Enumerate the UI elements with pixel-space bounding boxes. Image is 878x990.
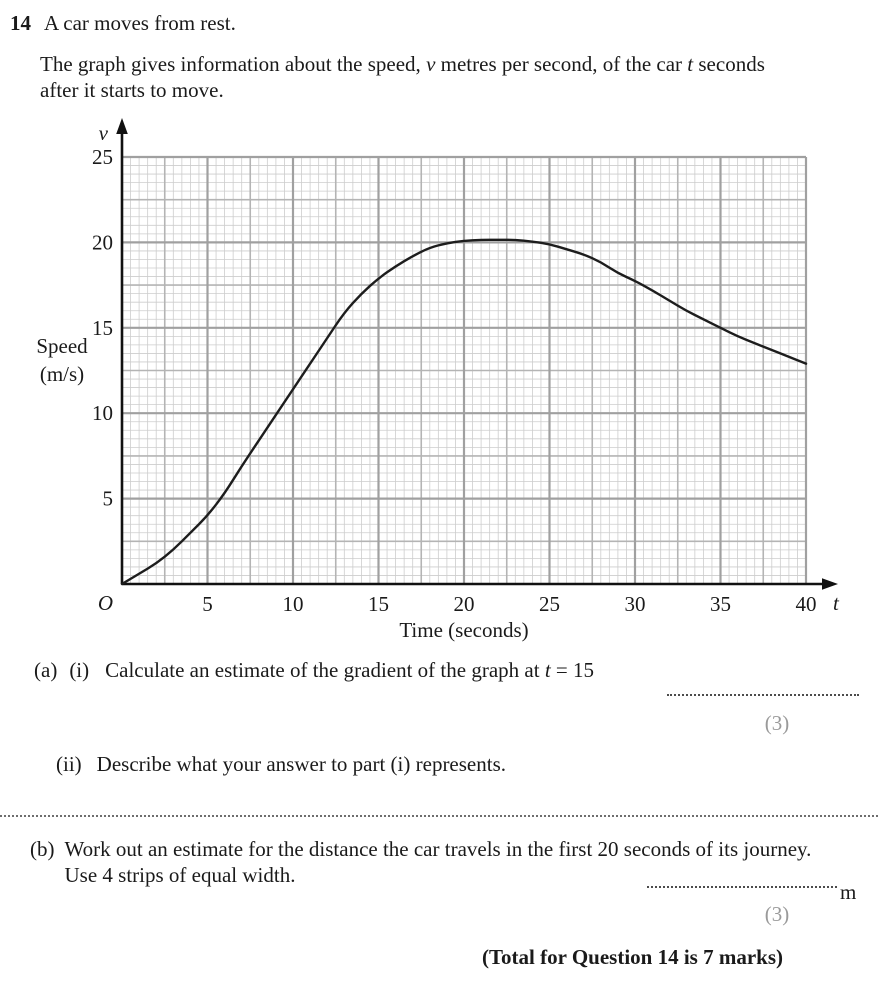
- y-axis-symbol: v: [98, 121, 108, 145]
- x-tick-label: 15: [368, 592, 389, 616]
- x-tick-label: 20: [453, 592, 475, 616]
- y-tick-label: 15: [92, 315, 113, 340]
- x-tick-label: 25: [539, 592, 560, 616]
- x-axis-arrow-icon: [822, 578, 838, 590]
- answer-line-a-ii: [0, 815, 878, 817]
- x-tick-label: 5: [202, 592, 213, 616]
- part-b: [30, 836, 811, 888]
- question-opening: A car moves from rest.: [44, 11, 236, 35]
- origin-label: O: [97, 591, 113, 615]
- part-i-label: (i): [69, 658, 90, 682]
- unit-label: m: [840, 880, 857, 904]
- part-a-ii: (ii) Describe what your answer to part (i) represents.: [56, 752, 507, 776]
- marks-b: (3): [764, 902, 790, 926]
- v-symbol: v: [426, 52, 436, 76]
- y-tick-label: 10: [92, 401, 113, 426]
- x-tick-label: 30: [624, 592, 646, 616]
- part-b-line-2: Use 4 strips of equal width.: [64, 863, 296, 887]
- answer-line-a-i: [667, 694, 859, 696]
- part-a-label: (a): [34, 658, 58, 682]
- y-tick-label: 5: [102, 486, 113, 511]
- t-symbol: t: [544, 658, 551, 682]
- x-tick-label: 35: [710, 592, 731, 616]
- y-axis-title-line-1: Speed: [36, 334, 88, 358]
- x-axis-symbol: t: [833, 591, 839, 615]
- description-line-2: after it starts to move.: [40, 78, 224, 102]
- answer-line-b: [647, 886, 837, 888]
- x-axis-title: Time (seconds): [399, 618, 529, 642]
- part-b-line-1: Work out an estimate for the distance the car travels in the first 20 seconds of its journey.: [64, 837, 812, 861]
- marks-a-i: (3): [764, 711, 790, 735]
- part-ii-label: (ii): [56, 752, 82, 776]
- y-tick-label: 25: [92, 145, 113, 169]
- y-axis-arrow-icon: [116, 118, 128, 134]
- question-number: 14: [10, 11, 31, 35]
- part-a-i: (a) (i) Calculate an estimate of the gradient of the graph at t = 15: [34, 658, 594, 682]
- y-axis-title-line-2: (m/s): [39, 362, 85, 386]
- t-symbol: t: [687, 52, 694, 76]
- description-line-1: The graph gives information about the speed, v metres per second, of the car t seconds: [40, 52, 765, 76]
- total-marks: (Total for Question 14 is 7 marks): [481, 945, 783, 969]
- part-b-label: (b): [30, 837, 55, 861]
- y-tick-label: 20: [92, 230, 113, 255]
- x-tick-label: 10: [282, 592, 304, 616]
- x-tick-label: 40: [795, 592, 817, 616]
